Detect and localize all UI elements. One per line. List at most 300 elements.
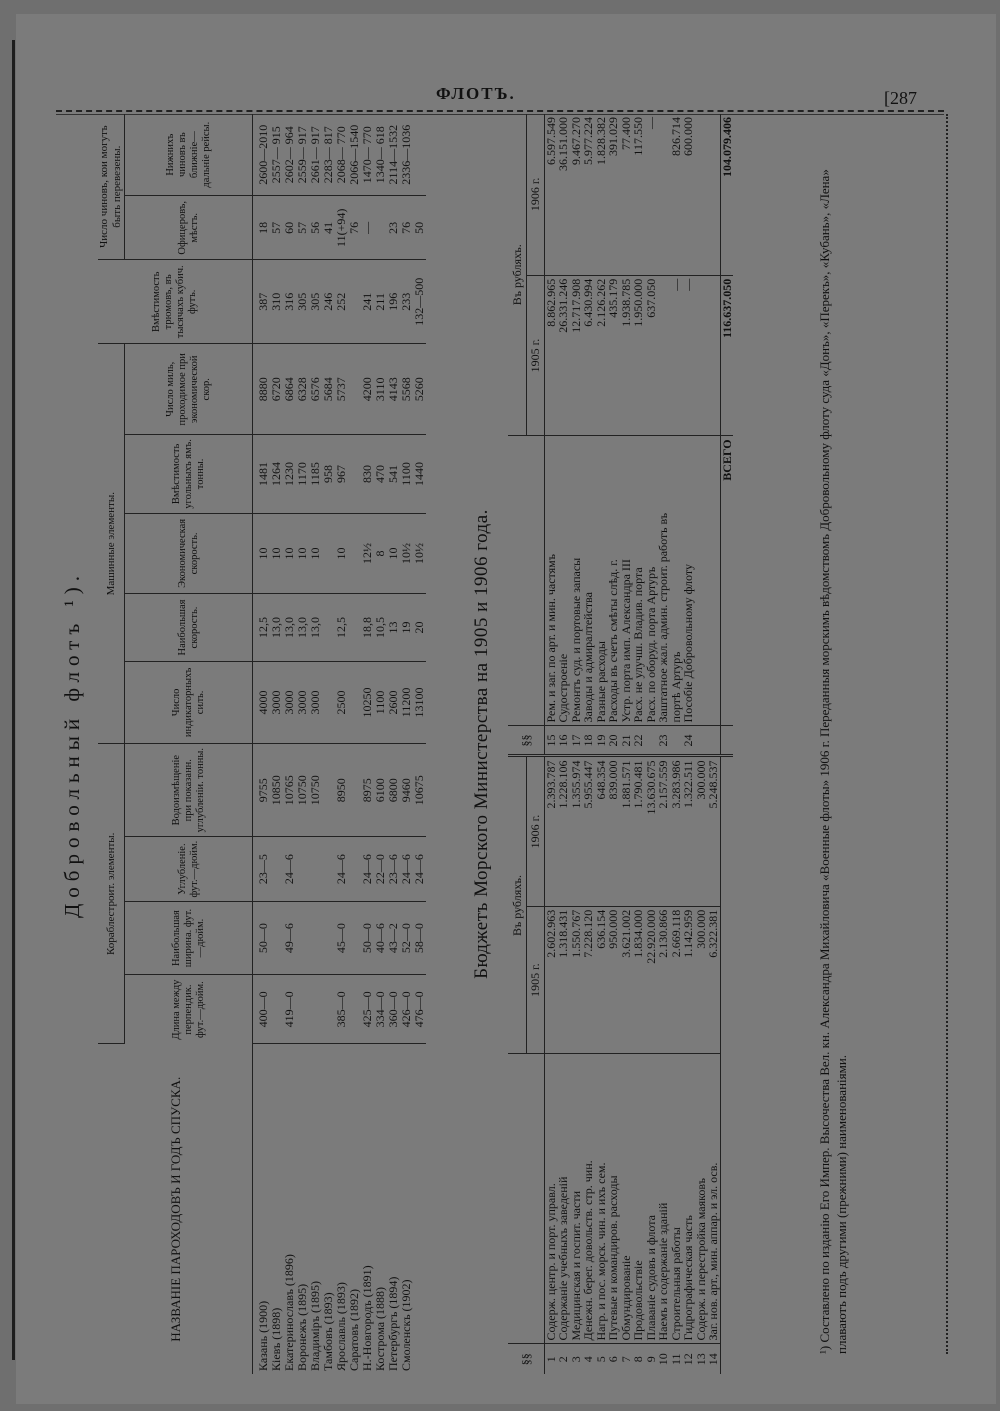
budget-item-1905: 26.331.246 (557, 275, 570, 436)
fleet-coal: 470 (374, 435, 387, 513)
fleet-econ-speed: 10 (270, 513, 283, 594)
fleet-ship-name: Владиміръ (1895) (308, 1281, 322, 1371)
fleet-depth: 22—0 (374, 837, 387, 902)
fleet-crew: 1470— 770 (361, 114, 374, 196)
budget-item-number (695, 726, 708, 756)
fleet-miles: 6328 (296, 344, 309, 435)
budget-item-1905: 2.669.118 (670, 906, 683, 1054)
fleet-crew: 2283— 817 (322, 114, 335, 196)
budget-item-label: Ремонтъ суд. и портовые запасы (570, 436, 583, 726)
fleet-length: 419—0 (283, 975, 296, 1044)
budget-item-1906: 13.630.675 (645, 756, 658, 906)
footnote: ¹) Составлено по изданію Его Импер. Высочества Вел. кн. Александра Михайловича «Военные флоты» 1906 г. Переданныя морскимъ вѣдомствомъ Добровольному флоту суда «Донъ», «Перекъ», «Кубань», «Лена» плаваютъ подъ другими (прежними) наименованіями. (817, 169, 849, 1354)
budget-item-1906 (695, 114, 708, 275)
budget-item-number: 10 (656, 1353, 670, 1366)
fleet-row (253, 114, 271, 1374)
fleet-displacement: 9755 (253, 744, 271, 837)
budget-item-1906: 5.248.537 (707, 756, 720, 906)
fleet-width: 50—0 (361, 901, 374, 974)
budget-item-label: Заводы и адмиралтейства (582, 436, 595, 726)
budget-item-number: 8 (631, 1356, 645, 1363)
col-hold: Вмѣстимость трюмовъ, въ тысячахъ кубич. футъ. (98, 260, 253, 344)
fleet-officers: 23 (387, 196, 400, 260)
budget-item-1906: 9.467.270 (570, 114, 583, 275)
fleet-max-speed: 13,0 (283, 594, 296, 662)
fleet-displacement: 10750 (296, 744, 309, 837)
budget-item-1906: 2.157.559 (657, 756, 670, 906)
col-miles: Число миль, проходимое при экономической скор. (125, 344, 253, 435)
budget-item-1906: 77.400 (620, 114, 633, 275)
fleet-max-speed: 18,8 (361, 594, 374, 662)
budget-item-1905 (657, 275, 670, 436)
fleet-depth: 24—6 (361, 837, 374, 902)
fleet-max-speed: 13,0 (270, 594, 283, 662)
fleet-displacement: 9460 (400, 744, 413, 837)
budget-item-number: 11 (668, 1353, 683, 1366)
budget-item-1905: 1.142.959 (682, 906, 695, 1054)
fleet-hold: 305 (309, 260, 322, 344)
budget-item-number: 16 (557, 726, 570, 756)
budget-item-1906: 3.283.986 (670, 756, 683, 906)
budget-item-1906: 648.354 (595, 756, 608, 906)
fleet-officers: 11(+94) (335, 196, 348, 260)
group-officers: Число чиновъ, кои могутъ быть перевезены. (98, 114, 125, 260)
budget-item-1905: 300.000 (695, 906, 708, 1054)
budget-item-number: 17 (570, 726, 583, 756)
budget-item-number: 18 (582, 726, 595, 756)
budget-item-number: 14 (706, 1353, 720, 1366)
fleet-row (413, 114, 426, 1374)
budget-item-1906: 826.714 (670, 114, 683, 275)
fleet-horsepower: 11200 (400, 661, 413, 743)
fleet-width: 49—6 (283, 901, 296, 974)
fleet-econ-speed: 10½ (400, 513, 413, 594)
fleet-officers: 18 (253, 196, 271, 260)
fleet-length: 385—0 (335, 975, 348, 1044)
fleet-miles: 4200 (361, 344, 374, 435)
fleet-miles: 5684 (322, 344, 335, 435)
fleet-horsepower: 3000 (309, 661, 322, 743)
budget-row (657, 114, 670, 1374)
fleet-officers: 57 (296, 196, 309, 260)
budget-item-number: 7 (618, 1356, 633, 1363)
budget-total-spacer (720, 756, 733, 1374)
fleet-econ-speed: 10 (309, 513, 322, 594)
fleet-horsepower: 2600 (387, 661, 400, 743)
budget-row (632, 114, 645, 1374)
budget-item-number: 3 (568, 1356, 583, 1363)
col-econ-speed: Экономическая скорость. (125, 513, 253, 594)
col-lower-near: Нижнихъ чиновъ въ ближніе— (164, 131, 200, 179)
budget-total-idx (720, 726, 733, 756)
budget-item-label (707, 436, 720, 726)
budget-item-number: 4 (581, 1356, 595, 1363)
fleet-officers: 41 (322, 196, 335, 260)
budget-item-label: Содерж. центр. и порт. управл. (544, 1054, 557, 1344)
budget-item-number: 5 (593, 1356, 608, 1363)
fleet-coal: 1185 (309, 435, 322, 513)
col-horsepower: Число индикаторныхъ силъ. (125, 661, 253, 743)
fleet-length: 400—0 (253, 975, 271, 1044)
fleet-ship-name: Ярославль (1893) (334, 1282, 348, 1371)
budget-item-number: 20 (607, 726, 620, 756)
budget-item-1906: 600.000 (682, 114, 695, 275)
fleet-width: 40—6 (374, 901, 387, 974)
fleet-ship-name: Воронежъ (1895) (295, 1283, 309, 1371)
budget-item-1906: 2.393.787 (544, 756, 557, 906)
budget-item-number: 22 (632, 726, 645, 756)
fleet-row (335, 114, 348, 1374)
fleet-ship-name: Екатеринославъ (1896) (282, 1254, 296, 1371)
fleet-width: 52—0 (400, 901, 413, 974)
budget-item-label: Содержаніе учебныхъ заведеній (557, 1054, 570, 1344)
fleet-crew: 2661— 917 (309, 114, 322, 196)
budget-1906-header-2: 1906 г. (526, 114, 544, 275)
fleet-horsepower: 4000 (253, 661, 271, 743)
budget-row (582, 114, 595, 1374)
fleet-miles: 5260 (413, 344, 426, 435)
fleet-econ-speed: 10 (335, 513, 348, 594)
col-lower-far: дальніе рейсы. (200, 121, 212, 188)
col-depth: Углубленіе. фут.—дюйм. (125, 837, 253, 902)
budget-item-1905: 1.938.785 (620, 275, 633, 436)
col-lower-ranks (125, 114, 253, 196)
fleet-horsepower: 10250 (361, 661, 374, 743)
budget-item-1906: 1.228.106 (557, 756, 570, 906)
col-length: Длина между перпендик. фут.—дюйм. (125, 975, 253, 1044)
budget-item-1906: 1.828.382 (595, 114, 608, 275)
fleet-hold: 241 (361, 260, 374, 344)
fleet-coal: 1481 (253, 435, 271, 513)
budget-item-1905: 22.920.000 (645, 906, 658, 1054)
budget-item-1906: 6.597.549 (544, 114, 557, 275)
fleet-officers: 76 (348, 196, 361, 260)
budget-item-1905: 12.717.908 (570, 275, 583, 436)
fleet-width (296, 901, 309, 974)
budget-item-label: Расходы въ счетъ смѣты слѣд. г. (607, 436, 620, 726)
fleet-width: 50—0 (253, 901, 271, 974)
fleet-depth: 24—6 (283, 837, 296, 902)
budget-idx-header-2: §§ (508, 726, 544, 756)
fleet-coal: 1264 (270, 435, 283, 513)
budget-total-label: ВСЕГО (720, 436, 733, 726)
budget-item-1906: 1.322.511 (682, 756, 695, 906)
budget-item-1906: 36.151.000 (557, 114, 570, 275)
budget-item-label: Устр. порта имп. Александра III (620, 436, 633, 726)
col-officers: Офицеровъ, мѣстъ. (125, 196, 253, 260)
fleet-depth: 23—6 (387, 837, 400, 902)
budget-item-label: Медицинская и госпит. части (570, 1054, 583, 1344)
fleet-hold: 387 (253, 260, 271, 344)
budget-rubles-header-2: Въ рубляхъ. (508, 114, 526, 436)
budget-item-label: Нагр. и пос. морск. чин. и ихъ сем. (595, 1054, 608, 1344)
fleet-crew: 2600—2010 (253, 114, 271, 196)
col-width: Наибольшая ширина. фут.—дюйм. (125, 901, 253, 974)
fleet-miles: 6576 (309, 344, 322, 435)
fleet-econ-speed: 10 (283, 513, 296, 594)
budget-item-label: Расх. не улучш. Владив. порта (632, 436, 645, 726)
budget-table (508, 114, 733, 1374)
fleet-displacement: 10675 (413, 744, 426, 837)
fleet-ship-name: Кіевъ (1898) (269, 1307, 283, 1371)
fleet-coal: 830 (361, 435, 374, 513)
fleet-displacement: 6100 (374, 744, 387, 837)
fleet-max-speed: 13 (387, 594, 400, 662)
fleet-max-speed: 12,5 (253, 594, 271, 662)
fleet-miles: 5568 (400, 344, 413, 435)
budget-item-1905: 1.318.431 (557, 906, 570, 1054)
page-number: [287 (884, 88, 917, 108)
fleet-ship-name: Н.-Новгородъ (1891) (360, 1265, 374, 1371)
budget-item-label: Продовольствіе (632, 1054, 645, 1344)
col-displacement: Водоизмѣщеніе при показанн. углубленіи. тонны. (125, 744, 253, 837)
col-max-speed: Наибольшая скорость. (125, 594, 253, 662)
fleet-crew (413, 114, 426, 196)
col-coal: Вмѣстимость угольныхъ ямъ. тонны. (125, 435, 253, 513)
fleet-econ-speed: 10 (253, 513, 271, 594)
budget-title: Бюджетъ Морского Министерства на 1905 и 1906 года. (471, 509, 492, 979)
section-title: ФЛОТЪ. (436, 84, 516, 103)
fleet-econ-speed: 10 (387, 513, 400, 594)
fleet-length: 360—0 (387, 975, 400, 1044)
fleet-max-speed: 19 (400, 594, 413, 662)
col-name: НАЗВАНІЕ ПАРОХОДОВЪ И ГОДЪ СПУСКА. (98, 1044, 253, 1374)
budget-item-1905: 636.154 (595, 906, 608, 1054)
fleet-coal: 1100 (400, 435, 413, 513)
fleet-displacement: 8975 (361, 744, 374, 837)
fleet-econ-speed: 12½ (361, 513, 374, 594)
fleet-crew: 2336—1036 (400, 114, 413, 196)
budget-item-1905: — (670, 275, 683, 436)
budget-item-label: Гидрографическая часть (682, 1054, 695, 1344)
fleet-hold: 246 (322, 260, 335, 344)
budget-total-1905: 116.637.050 (720, 275, 733, 436)
fleet-width (309, 901, 322, 974)
fleet-hold: 310 (270, 260, 283, 344)
budget-item-label: Денежн. берег. довольств. стр. чин. (582, 1054, 595, 1344)
budget-item-1906: 391.029 (607, 114, 620, 275)
budget-item-number: 2 (556, 1356, 570, 1363)
budget-item-1906: 1.881.571 (620, 756, 633, 906)
budget-item-1905: 6.430.994 (582, 275, 595, 436)
fleet-miles: 6864 (283, 344, 296, 435)
group-shipbuilding: Кораблестроит. элементы. (98, 744, 125, 1044)
budget-item-1905: 2.126.262 (595, 275, 608, 436)
fleet-displacement: 10750 (309, 744, 322, 837)
page-edge (12, 40, 15, 1360)
fleet-length: 476—0 (413, 975, 426, 1044)
budget-1905-header-2: 1905 г. (526, 275, 544, 436)
budget-item-number: 21 (620, 726, 633, 756)
budget-row (707, 114, 720, 1374)
fleet-length (309, 975, 322, 1044)
budget-item-label: Пособіе Добровольному флоту (682, 436, 695, 726)
budget-item-1906: 1.790.481 (632, 756, 645, 906)
fleet-crew: 2602— 964 (283, 114, 296, 196)
fleet-length: 334—0 (374, 975, 387, 1044)
budget-total-1906: 104.079.406 (720, 114, 733, 275)
fleet-miles: 4143 (387, 344, 400, 435)
fleet-econ-speed: 8 (374, 513, 387, 594)
budget-item-1905: 1.950.000 (632, 275, 645, 436)
fleet-officers: 57 (270, 196, 283, 260)
fleet-econ-speed: 10 (296, 513, 309, 594)
budget-total-row (720, 114, 733, 1374)
budget-item-number: 19 (595, 726, 608, 756)
budget-item-1905: 637.050 (645, 275, 658, 436)
fleet-depth: 24—6 (413, 837, 426, 902)
budget-item-number: 6 (606, 1356, 620, 1363)
page (16, 14, 996, 1404)
fleet-coal: 958 (322, 435, 335, 513)
fleet-displacement: 10850 (270, 744, 283, 837)
fleet-horsepower: 2500 (335, 661, 348, 743)
budget-idx-header: §§ (508, 1344, 544, 1374)
budget-item-number (707, 726, 720, 756)
fleet-depth: 24—6 (335, 837, 348, 902)
budget-item-number: 9 (643, 1356, 658, 1363)
fleet-ship-name: Тамбовъ (1893) (321, 1292, 335, 1371)
fleet-ship-name: Казань (1900) (256, 1300, 270, 1371)
budget-item-number: 12 (681, 1353, 695, 1366)
fleet-officers: 56 (309, 196, 322, 260)
fleet-max-speed: 13,0 (296, 594, 309, 662)
budget-item-1905: 6.322.381 (707, 906, 720, 1054)
budget-item-label: Заштатное жал. админ. строит. работъ въ (657, 436, 670, 726)
budget-item-label: Рем. и заг. по арт. и мин. частямъ (544, 436, 557, 726)
fleet-officers: 50 (413, 196, 426, 260)
fleet-horsepower: 3000 (296, 661, 309, 743)
budget-item-label: портѣ Артуръ (670, 436, 683, 726)
budget-1906-header: 1906 г. (526, 756, 544, 906)
fleet-width: 45—0 (335, 901, 348, 974)
budget-item-1905 (695, 275, 708, 436)
fleet-displacement: 8950 (335, 744, 348, 837)
budget-item-label: Наемъ и содержаніе зданій (657, 1054, 670, 1344)
budget-item-label: Строительныя работы (670, 1054, 683, 1344)
fleet-horsepower: 13100 (413, 661, 426, 743)
fleet-max-speed: 12,5 (335, 594, 348, 662)
fleet-max-speed: 13,0 (309, 594, 322, 662)
budget-label-header (508, 1054, 544, 1344)
fleet-title: Добровольный флотъ ¹). (60, 570, 84, 919)
header-rule (56, 110, 944, 112)
fleet-ship-name: Кострома (1888) (373, 1286, 387, 1371)
fleet-ship-name: Саратовъ (1892) (347, 1289, 361, 1371)
budget-item-1905: 2.130.866 (657, 906, 670, 1054)
fleet-table (98, 114, 426, 1374)
fleet-length: 425—0 (361, 975, 374, 1044)
fleet-max-speed: 10,5 (374, 594, 387, 662)
fleet-coal: 1230 (283, 435, 296, 513)
budget-rubles-header: Въ рубляхъ. (508, 756, 526, 1054)
fleet-crew: 2114—1532 (387, 114, 400, 196)
fleet-displacement: 10765 (283, 744, 296, 837)
budget-item-number: 24 (682, 726, 695, 756)
fleet-max-speed: 20 (413, 594, 426, 662)
fleet-miles: 3110 (374, 344, 387, 435)
budget-item-label: Содерж. и перестройка маяковъ (695, 1054, 708, 1344)
fleet-coal: 1170 (296, 435, 309, 513)
fleet-crew: 2066—1540 (348, 114, 361, 196)
fleet-crew: 2557— 915 (270, 114, 283, 196)
budget-item-1906 (707, 114, 720, 275)
budget-item-label: Судостроеніе (557, 436, 570, 726)
fleet-crew: 2068— 770 (335, 114, 348, 196)
rotated-content (56, 114, 936, 1374)
budget-item-label: Путевые и командиров. расходы (607, 1054, 620, 1344)
fleet-officers: — (361, 196, 374, 260)
budget-item-label: Расх. по оборуд. порта Артуръ (645, 436, 658, 726)
budget-item-1905: 435.179 (607, 275, 620, 436)
budget-item-number: 15 (544, 726, 557, 756)
fleet-crew: 2559— 917 (296, 114, 309, 196)
budget-item-label: Обмундированіе (620, 1054, 633, 1344)
fleet-coal: 967 (335, 435, 348, 513)
budget-item-1906: 839.000 (607, 756, 620, 906)
fleet-miles: 6720 (270, 344, 283, 435)
budget-item-1906: 1.355.974 (570, 756, 583, 906)
budget-item-1906 (657, 114, 670, 275)
budget-item-label: Плаваніе судовъ и флота (645, 1054, 658, 1344)
budget-item-1905: 950.000 (607, 906, 620, 1054)
fleet-hold: 132—500 (413, 260, 426, 344)
budget-item-1905: 3.621.002 (620, 906, 633, 1054)
fleet-hold: 233 (400, 260, 413, 344)
budget-item-number: 23 (657, 726, 670, 756)
fleet-miles: 5737 (335, 344, 348, 435)
budget-item-label: Заг. нов. арт., мин. аппар. и эл. осв. (707, 1054, 720, 1344)
budget-item-1906: 5.977.224 (582, 114, 595, 275)
fleet-ship-name: Петербургъ (1894) (386, 1276, 400, 1371)
budget-item-label: Разные расходы (595, 436, 608, 726)
budget-item-1906: 300.000 (695, 756, 708, 906)
fleet-ship-name (413, 1044, 426, 1374)
fleet-hold: 316 (283, 260, 296, 344)
budget-item-1905: 7.228.120 (582, 906, 595, 1054)
budget-item-1905 (707, 275, 720, 436)
fleet-ship-name: Смоленскъ (1902) (399, 1279, 413, 1371)
fleet-horsepower: 3000 (283, 661, 296, 743)
fleet-coal: 541 (387, 435, 400, 513)
fleet-hold: 196 (387, 260, 400, 344)
fleet-officers: 76 (400, 196, 413, 260)
budget-item-1906: 5.955.447 (582, 756, 595, 906)
budget-item-number: 13 (693, 1353, 708, 1366)
margin-rule (946, 114, 954, 1354)
fleet-width: 58—0 (413, 901, 426, 974)
fleet-hold: 211 (374, 260, 387, 344)
fleet-depth (296, 837, 309, 902)
budget-item-1905: 8.862.965 (544, 275, 557, 436)
budget-item-1906: — (645, 114, 658, 275)
fleet-crew: 1340— 618 (374, 114, 387, 196)
budget-item-1905: 2.602.963 (544, 906, 557, 1054)
fleet-hold: 305 (296, 260, 309, 344)
fleet-horsepower: 3000 (270, 661, 283, 743)
fleet-length: 426—0 (400, 975, 413, 1044)
fleet-displacement: 6800 (387, 744, 400, 837)
fleet-depth: 24—6 (400, 837, 413, 902)
fleet-horsepower: 1100 (374, 661, 387, 743)
budget-item-1906: 117.550 (632, 114, 645, 275)
budget-1905-header: 1905 г. (526, 906, 544, 1054)
budget-item-number: 1 (543, 1356, 558, 1363)
budget-item-1905: 1.550.767 (570, 906, 583, 1054)
fleet-depth: 23—5 (253, 837, 271, 902)
budget-row (682, 114, 695, 1374)
fleet-coal: 1440 (413, 435, 426, 513)
